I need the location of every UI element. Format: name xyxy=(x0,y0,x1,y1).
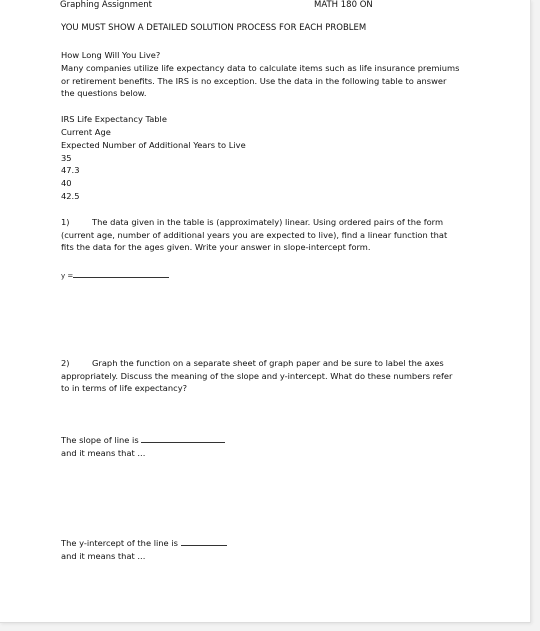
slope-answer-blank[interactable] xyxy=(141,435,225,443)
question-1-text: The data given in the table is (approximately) linear. Using ordered pairs of the form xyxy=(92,217,444,227)
y-intercept-answer-blank[interactable] xyxy=(181,538,227,546)
slope-prompt-text: The slope of line is xyxy=(61,435,139,445)
question-2-line: to in terms of life expectancy? xyxy=(61,383,188,393)
y-intercept-prompt-text: The y-intercept of the line is xyxy=(61,538,178,548)
question-2-text: Graph the function on a separate sheet of graph paper and be sure to label the axes xyxy=(92,358,444,368)
question-2-line: appropriately. Discuss the meaning of the slope and y-intercept. What do these numbers refer xyxy=(61,370,453,381)
question-1-line xyxy=(61,216,491,229)
question-2 xyxy=(61,357,491,395)
question-1-line: fits the data for the ages given. Write your answer in slope-intercept form. xyxy=(61,242,371,252)
intro-line: or retirement benefits. The IRS is no exception. Use the data in the following table to answer xyxy=(61,75,447,86)
table-cell: 40 xyxy=(61,178,72,188)
table-title: IRS Life Expectancy Table xyxy=(61,114,167,124)
question-2-line xyxy=(61,357,491,370)
intro-line: Many companies utilize life expectancy data to calculate items such as life insurance premiums xyxy=(61,63,460,73)
slope-prompt xyxy=(61,434,225,447)
table-cell: 35 xyxy=(61,153,72,163)
intro-heading: How Long Will You Live? xyxy=(61,50,161,60)
question-number: 2) xyxy=(61,358,70,368)
answer-line-y xyxy=(61,270,169,283)
table-column-header: Current Age xyxy=(61,127,111,137)
table-column-header: Expected Number of Additional Years to Live xyxy=(61,140,246,150)
intro-line: the questions below. xyxy=(61,88,147,98)
header-title: Graphing Assignment xyxy=(60,0,152,10)
question-1 xyxy=(61,216,491,254)
answer-prefix: y = xyxy=(61,272,74,280)
slope-meaning: and it means that ... xyxy=(61,448,146,458)
table-cell: 47.3 xyxy=(61,165,80,175)
question-1-line: (current age, number of additional years you are expected to live), find a linear function that xyxy=(61,229,448,240)
intro-paragraph xyxy=(61,62,481,100)
question-number: 1) xyxy=(61,217,70,227)
y-intercept-meaning: and it means that ... xyxy=(61,551,146,561)
table-cell: 42.5 xyxy=(61,191,80,201)
y-intercept-prompt xyxy=(61,537,227,550)
instruction-line: YOU MUST SHOW A DETAILED SOLUTION PROCESS FOR EACH PROBLEM xyxy=(61,23,367,33)
answer-blank[interactable] xyxy=(73,270,169,278)
header-course: MATH 180 ON xyxy=(314,0,373,10)
